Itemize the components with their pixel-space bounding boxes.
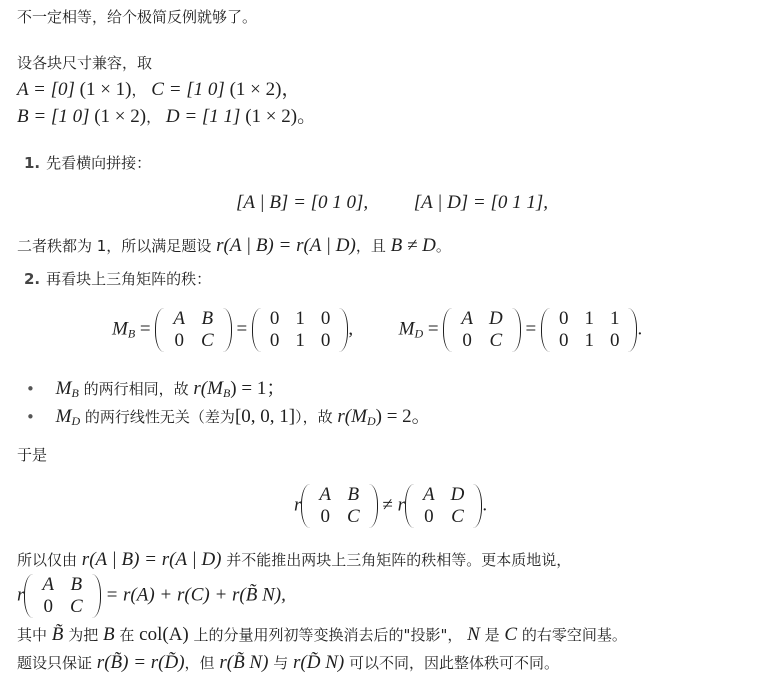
matrix-equations bbox=[112, 308, 642, 352]
concat-equation: [A | B] = [0 1 0], [A | D] = [0 1 1], bbox=[235, 192, 549, 213]
bullet-icon: • bbox=[26, 380, 35, 398]
mb-block-matrix: A B 0 C bbox=[155, 308, 231, 352]
conclusion-line-4: 题设只保证 r(B̃) = r(D̃)，但 r(B̃ N) 与 r(D̃ N) 可以不同，因此整体秩可不同。 bbox=[17, 652, 559, 673]
mb-equation: $M_B$ = A B 0 C = 0 1 0 0 1 0 , bbox=[112, 308, 354, 351]
therefore-text: 于是 bbox=[17, 446, 48, 464]
setup-line-1: A = [0] (1 × 1)， C = [1 0] (1 × 2)， bbox=[17, 79, 301, 100]
bullet-mb: • $M_B$ 的两行相同，故 $r(M_B) = 1$； bbox=[26, 378, 286, 400]
setup-line-2: B = [1 0] (1 × 2)， D = [1 1] (1 × 2)。 bbox=[17, 106, 317, 127]
step-1-conclusion: 二者秩都为 1，所以满足题设 r(A | B) = r(A | D)，且 B ≠ D。 bbox=[17, 235, 451, 256]
conclusion-line-3: 其中 B̃ 为把 B 在 col(A) 上的分量用列初等变换消去后的"投影"， N 是 C 的右零空间基。 bbox=[17, 624, 627, 645]
md-equation: $M_D$ = A D 0 C = 0 1 1 0 1 0 . bbox=[398, 308, 643, 351]
step-2-heading: 2. 再看块上三角矩阵的秩： bbox=[24, 270, 212, 288]
step-1-heading: 1. 先看横向拼接： bbox=[24, 154, 152, 172]
setup-lead: 设各块尺寸兼容，取 bbox=[17, 54, 153, 72]
bullet-icon: • bbox=[26, 408, 35, 426]
rank-inequality: r A B 0 C ≠ r A D 0 C . bbox=[294, 484, 488, 527]
conclusion-line-1: 所以仅由 r(A | B) = r(A | D) 并不能推出两块上三角矩阵的秩相等。更本质地说， bbox=[17, 549, 572, 570]
mb-numeric-matrix: 0 1 0 0 1 0 bbox=[252, 308, 349, 352]
bullet-md: • $M_D$ 的两行线性无关（差为[0, 0, 1]），故 $r(M_D) = 2$。 bbox=[26, 406, 431, 428]
md-block-matrix: A D 0 C bbox=[443, 308, 520, 352]
rank-formula: r A B 0 C = r(A) + r(C) + r(B̃ N), bbox=[17, 574, 286, 617]
intro-text: 不一定相等，给个极简反例就够了。 bbox=[17, 8, 258, 26]
md-numeric-matrix: 0 1 1 0 1 0 bbox=[541, 308, 638, 352]
